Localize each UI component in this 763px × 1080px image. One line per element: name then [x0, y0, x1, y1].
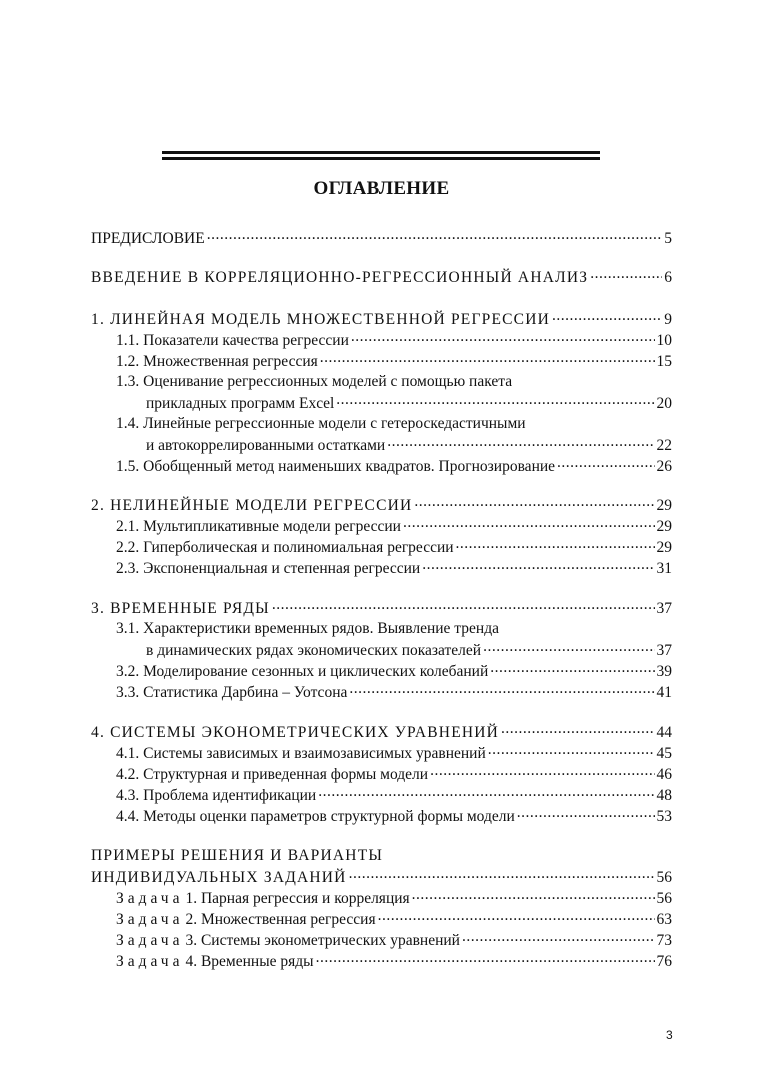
dot-leader [387, 434, 654, 450]
toc-entry-4-4[interactable] [116, 805, 672, 827]
toc-entry-text: ПРЕДИСЛОВИЕ [91, 229, 205, 247]
toc-entry-chapter-1[interactable] [91, 308, 672, 330]
toc-entry-3-2[interactable] [116, 660, 672, 682]
dot-leader [318, 784, 654, 800]
toc-entry-text: 1. ЛИНЕЙНАЯ МОДЕЛЬ МНОЖЕСТВЕННОЙ РЕГРЕССИИ [91, 310, 550, 328]
page-number: 3 [666, 1028, 673, 1042]
toc-entry-text: 4.1. Системы зависимых и взаимозависимых уравнений [116, 744, 486, 762]
toc-page-number: 45 [656, 744, 672, 762]
toc-entry-chapter-3[interactable] [91, 597, 672, 619]
toc-entry-task-1[interactable] [116, 887, 672, 909]
toc-page-number: 73 [656, 931, 672, 949]
toc-entry-text: 1.1. Показатели качества регрессии [116, 331, 349, 349]
dot-leader [552, 308, 662, 324]
toc-page-number: 29 [656, 517, 672, 535]
toc-entry-examples-line1[interactable]: ПРИМЕРЫ РЕШЕНИЯ И ВАРИАНТЫ [91, 847, 384, 864]
title-rule-bottom [162, 157, 600, 160]
task-label: Задача [116, 952, 184, 970]
task-label: Задача [116, 931, 184, 949]
toc-entry-text: 4.3. Проблема идентификации [116, 786, 317, 804]
dot-leader [490, 660, 654, 676]
toc-entry-text: в динамических рядах экономических показателей [146, 641, 482, 659]
dot-leader [320, 350, 655, 366]
dot-leader [483, 639, 654, 655]
toc-entry-1-3-line1[interactable]: 1.3. Оценивание регрессионных моделей с помощью пакета [116, 373, 513, 390]
page-title: ОГЛАВЛЕНИЕ [313, 178, 450, 199]
toc-entry-text: 2.2. Гиперболическая и полиномиальная регрессии [116, 538, 454, 556]
toc-page-number: 76 [656, 952, 672, 970]
task-label: Задача [116, 910, 184, 928]
toc-entry-1-1[interactable] [116, 329, 672, 351]
toc-entry-text: 3. ВРЕМЕННЫЕ РЯДЫ [91, 599, 270, 617]
dot-leader [517, 805, 655, 821]
toc-entry-text: прикладных программ Excel [146, 394, 335, 412]
task-label: Задача [116, 889, 184, 907]
toc-page-number: 39 [656, 662, 672, 680]
toc-entry-1-2[interactable] [116, 350, 672, 372]
toc-entry-chapter-2[interactable] [91, 494, 672, 516]
toc-entry-1-3-line2[interactable] [146, 392, 672, 414]
toc-page-number: 46 [656, 765, 672, 783]
toc-entry-chapter-4[interactable] [91, 721, 672, 743]
toc-page-number: 48 [656, 786, 672, 804]
toc-entry-text: и автокоррелированными остатками [146, 436, 386, 454]
toc-entry-3-1-line1[interactable]: 3.1. Характеристики временных рядов. Выявление тренда [116, 620, 499, 637]
dot-leader [412, 887, 655, 903]
toc-page-number: 10 [656, 331, 672, 349]
title-rule-top [162, 151, 600, 154]
toc-page-number: 56 [656, 868, 672, 886]
toc-entry-3-3[interactable] [116, 681, 672, 703]
toc-page-number: 53 [656, 807, 672, 825]
toc-page-number: 6 [664, 268, 672, 286]
toc-page-number: 9 [664, 310, 672, 328]
toc-page-number: 22 [656, 436, 672, 454]
dot-leader [557, 455, 654, 471]
toc-page-number: 29 [656, 538, 672, 556]
toc-page-number: 37 [656, 599, 672, 617]
toc-entry-text: 2. Множественная регрессия [185, 910, 376, 928]
toc-entry-text: 1. Парная регрессия и корреляция [185, 889, 410, 907]
toc-entry-2-3[interactable] [116, 557, 672, 579]
dot-leader [462, 929, 655, 945]
toc-entry-text: 3.3. Статистика Дарбина – Уотсона [116, 683, 348, 701]
dot-leader [403, 515, 655, 531]
toc-page-number: 31 [656, 559, 672, 577]
toc-entry-4-1[interactable] [116, 742, 672, 764]
toc-page-number: 63 [656, 910, 672, 928]
dot-leader [488, 742, 655, 758]
toc-page-number: 5 [664, 229, 672, 247]
toc-entry-text: 2.3. Экспоненциальная и степенная регрессии [116, 559, 421, 577]
toc-entry-text: 4.4. Методы оценки параметров структурной формы модели [116, 807, 515, 825]
toc-entry-2-1[interactable] [116, 515, 672, 537]
toc-page-number: 15 [656, 352, 672, 370]
toc-page-number: 56 [656, 889, 672, 907]
toc-entry-3-1-line2[interactable] [146, 639, 672, 661]
toc-page-number: 29 [656, 496, 672, 514]
toc-entry-4-2[interactable] [116, 763, 672, 785]
toc-entry-text: 1.5. Обобщенный метод наименьших квадратов. Прогнозирование [116, 457, 556, 475]
toc-entry-1-4-line2[interactable] [146, 434, 672, 456]
toc-entry-text: 1.2. Множественная регрессия [116, 352, 318, 370]
toc-entry-text: 4. Временные ряды [185, 952, 314, 970]
toc-entry-task-2[interactable] [116, 908, 672, 930]
toc-entry-intro[interactable] [91, 266, 672, 288]
toc-page-number: 26 [656, 457, 672, 475]
toc-entry-1-5[interactable] [116, 455, 672, 477]
dot-leader [272, 597, 655, 613]
toc-page-number: 44 [656, 723, 672, 741]
dot-leader [207, 227, 663, 243]
toc-page-number: 37 [656, 641, 672, 659]
dot-leader [316, 950, 655, 966]
dot-leader [501, 721, 654, 737]
dot-leader [336, 392, 654, 408]
dot-leader [378, 908, 655, 924]
toc-entry-text: 4.2. Структурная и приведенная формы модели [116, 765, 429, 783]
toc-entry-4-3[interactable] [116, 784, 672, 806]
dot-leader [430, 763, 654, 779]
dot-leader [351, 329, 655, 345]
toc-entry-text: ИНДИВИДУАЛЬНЫХ ЗАДАНИЙ [91, 868, 347, 886]
toc-page-number: 20 [656, 394, 672, 412]
toc-entry-text: 2.1. Мультипликативные модели регрессии [116, 517, 401, 535]
dot-leader [456, 536, 655, 552]
toc-entry-text: 2. НЕЛИНЕЙНЫЕ МОДЕЛИ РЕГРЕССИИ [91, 496, 413, 514]
toc-page-number: 41 [656, 683, 672, 701]
toc-entry-1-4-line1[interactable]: 1.4. Линейные регрессионные модели с гетероскедастичными [116, 415, 526, 432]
dot-leader [349, 866, 655, 882]
toc-entry-text: ВВЕДЕНИЕ В КОРРЕЛЯЦИОННО-РЕГРЕССИОННЫЙ АНАЛИЗ [91, 268, 589, 286]
dot-leader [349, 681, 654, 697]
toc-entry-text: 3.2. Моделирование сезонных и циклических колебаний [116, 662, 489, 680]
toc-entry-2-2[interactable] [116, 536, 672, 558]
toc-entry-task-4[interactable] [116, 950, 672, 972]
toc-entry-task-3[interactable] [116, 929, 672, 951]
dot-leader [414, 494, 654, 510]
toc-entry-text: 4. СИСТЕМЫ ЭКОНОМЕТРИЧЕСКИХ УРАВНЕНИЙ [91, 723, 500, 741]
dot-leader [590, 266, 662, 282]
toc-entry-examples-line2[interactable] [91, 866, 672, 888]
toc-entry-text: 3. Системы эконометрических уравнений [185, 931, 460, 949]
dot-leader [422, 557, 654, 573]
toc-entry-preface[interactable] [91, 227, 672, 249]
